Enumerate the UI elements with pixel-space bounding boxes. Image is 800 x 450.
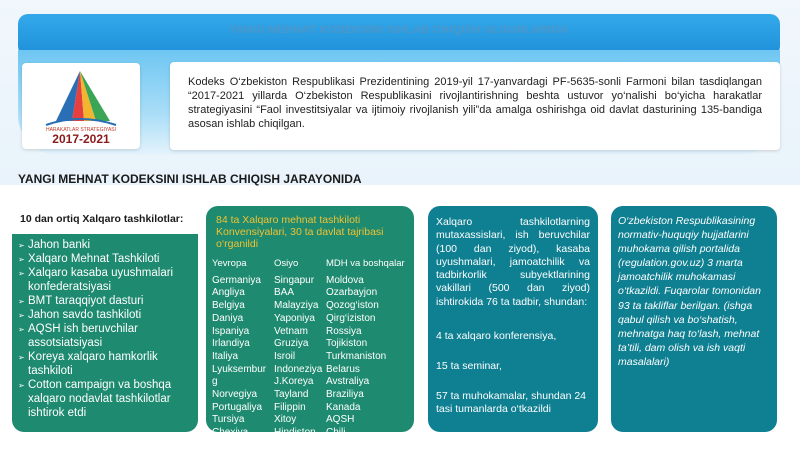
list-item: ➢ Jahon banki xyxy=(18,238,194,252)
list-item: ➢ Koreya xalqaro hamkorlik tashkiloti xyxy=(18,350,194,378)
country-item: Norvegiya xyxy=(212,389,258,401)
orgs-card-title: 10 dan ortiq Xalqaro tashkilotlar: xyxy=(12,206,198,234)
countries-card-title: 84 ta Xalqaro mehnat tashkiloti Konvensiyalari, 30 ta davlat tajribasi o‘rganildi xyxy=(216,214,384,250)
public-discussion-card xyxy=(611,206,777,432)
country-item: Belgiya xyxy=(212,300,245,312)
strategy-logo xyxy=(22,63,140,149)
country-item: Filippin xyxy=(274,401,306,413)
list-item: ➢ Jahon savdo tashkiloti xyxy=(18,308,194,322)
intro-card xyxy=(170,62,780,150)
hero-banner xyxy=(0,0,800,185)
orgs-list xyxy=(18,238,194,420)
intro-text: Kodeks O‘zbekiston Respublikasi Prezidentining 2019-yil 17-yanvardagi PF-5635-sonli Farmoni bilan tasdiqlangan “2017-2021 yillarda O‘zbekiston Respublikasini rivojlantirishning beshta ustuvor yo‘nalishi bo‘yicha harakatlar strategiyasini “Faol investitsiyalar va ijtimoiy rivojlanish yili”da amalga oshirishga oid davlat dasturining 135-bandiga asosan ishlab chiqilgan. xyxy=(188,76,762,130)
country-item: Daniya xyxy=(212,312,244,324)
page-title: YANGI MEHNAT KODEKSINI ISHLAB CHIQISH ULGUNLARIGA xyxy=(229,24,569,36)
countries-card xyxy=(206,206,414,439)
europe-heading: Yevropa xyxy=(212,258,247,269)
list-item: ➢ Xalqaro kasaba uyushmalari konfederatsiyasi xyxy=(18,266,194,294)
country-item: Moldova xyxy=(326,274,364,286)
events-card xyxy=(428,206,598,432)
country-item: Vetnam xyxy=(274,325,308,337)
country-item: Singapur xyxy=(274,274,315,286)
cis-heading: MDH va boshqalar xyxy=(326,258,405,269)
country-item: Ispaniya xyxy=(212,325,250,337)
logo-years: 2017-2021 xyxy=(52,132,110,146)
country-item: Irlandiya xyxy=(212,338,250,350)
asia-column xyxy=(274,258,322,440)
asia-heading: Osiyo xyxy=(274,258,299,269)
country-item: Chili xyxy=(326,427,346,439)
country-item: Qozog‘iston xyxy=(326,300,379,312)
country-item: Isroil xyxy=(274,350,296,362)
events-intro: Xalqaro tashkilotlarning mutaxassislari, ish beruvchilar (100 dan ziyod), kasaba uyushmalari, jamoatchilik va tadbirkorlik subyektlarining vakillari (500 dan ziyod) ishtirokida 76 ta tadbir, shundan: xyxy=(436,216,590,308)
country-item: Italiya xyxy=(212,350,239,362)
country-item: Tayland xyxy=(274,389,309,401)
country-item: Gruziya xyxy=(274,338,309,350)
section-heading: YANGI MEHNAT KODEKSINI ISHLAB CHIQISH JARAYONIDA xyxy=(18,172,362,186)
list-item: ➢ AQSH ish beruvchilar assotsiatsiyasi xyxy=(18,322,194,350)
orgs-card xyxy=(12,206,198,432)
country-item: Rossiya xyxy=(326,325,362,337)
country-item: Ozarbayjon xyxy=(326,287,378,299)
list-item: ➢ BMT taraqqiyot dasturi xyxy=(18,294,194,308)
country-item: Lyuksembur xyxy=(212,363,267,375)
country-item: Belarus xyxy=(326,363,360,375)
country-item: Angliya xyxy=(212,287,245,299)
country-item: Turkmaniston xyxy=(326,350,387,362)
list-item: ➢ Cotton campaign va boshqa xalqaro nodavlat tashkilotlar ishtirok etdi xyxy=(18,378,194,420)
country-item: Malayziya xyxy=(274,300,319,312)
public-discussion-text: O‘zbekiston Respublikasining normativ-huquqiy hujjatlarini muhokama qilish portalida (regulation.gov.uz) 3 marta jamoatchilik muhokamasi o‘tkazildi. Fuqarolar tomonidan 93 ta takliflar berilgan. (ishga qabul qilish va bo‘shatish, mehnatga haq to‘lash, mehnat ta’tili, dam olish va ish vaqti masalalari) xyxy=(618,215,761,368)
country-item: Portugaliya xyxy=(212,401,263,413)
list-item: ➢ Xalqaro Mehnat Tashkiloti xyxy=(18,252,194,266)
country-item: Kanada xyxy=(326,401,361,413)
country-item: Xitoy xyxy=(274,414,297,426)
country-item: Tojikiston xyxy=(326,338,368,350)
country-item: BAA xyxy=(274,287,295,299)
country-item: Avstraliya xyxy=(326,376,370,388)
strategy-logo-icon xyxy=(22,63,140,149)
country-item: g xyxy=(212,376,218,388)
country-item: Qirg‘iziston xyxy=(326,312,376,324)
europe-column xyxy=(212,258,266,440)
country-item: Tursiya xyxy=(212,414,245,426)
country-item: Hindiston xyxy=(274,427,316,439)
country-item: J.Koreya xyxy=(274,376,314,388)
country-item: Germaniya xyxy=(212,274,261,286)
country-item: AQSH xyxy=(326,414,355,426)
logo-caption: HARAKATLAR STRATEGIYASI xyxy=(45,127,117,133)
events-conferences: 4 ta xalqaro konferensiya, xyxy=(436,330,557,342)
cis-column xyxy=(326,258,405,440)
events-discussions: 57 ta muhokamalar, shundan 24 tasi tumanlarda o‘tkazildi xyxy=(436,390,587,416)
country-item: Braziliya xyxy=(326,389,364,401)
events-seminars: 15 ta seminar, xyxy=(436,360,502,372)
country-item: Chexiya xyxy=(212,427,249,439)
country-item: Yaponiya xyxy=(274,312,315,324)
country-item: Indoneziya xyxy=(274,363,323,375)
